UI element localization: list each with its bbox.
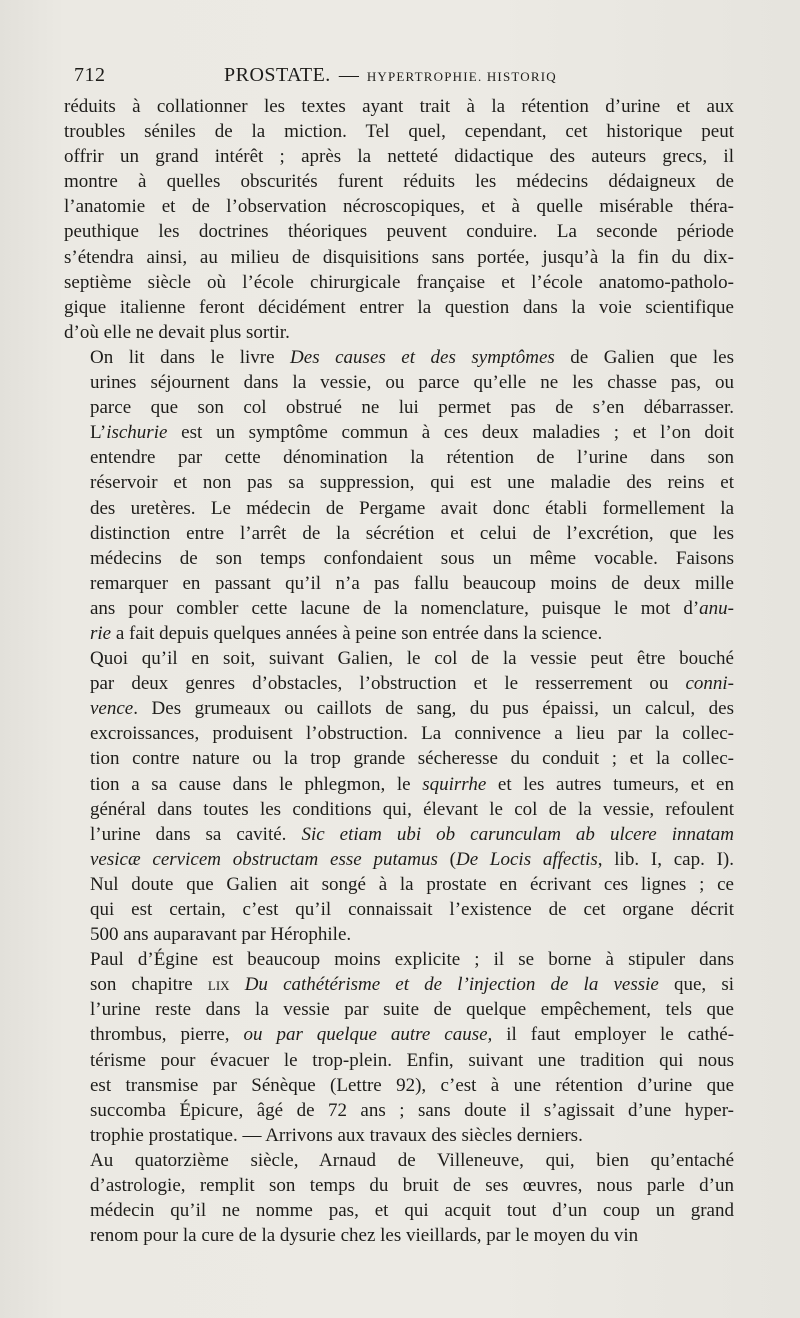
italic-text: Des causes et des symptômes xyxy=(290,346,555,368)
text-line: Au quatorzième siècle, Arnaud de Villeneuve, qui, bien qu’entaché xyxy=(90,1149,734,1171)
text-line: tion contre nature ou la trop grande sécheresse du conduit ; et la collec- xyxy=(90,748,734,770)
paragraph xyxy=(64,947,734,1148)
text-line: urines séjournent dans la vessie, ou parce qu’elle ne les chasse pas, ou xyxy=(90,372,734,394)
text-line: son chapitre lix Du cathétérisme et de l’injection de la vessie que, si xyxy=(90,974,734,996)
text-line: des uretères. Le médecin de Pergame avait donc établi formellement la xyxy=(90,497,734,519)
text-line: réservoir et non pas sa suppression, qui est une maladie des reins et xyxy=(90,472,734,494)
text-line: médecins de son temps confondaient sous un même vocable. Faisons xyxy=(90,547,734,569)
running-title xyxy=(224,60,557,92)
text-line: par deux genres d’obstacles, l’obstruction et le resserrement ou conni- xyxy=(90,673,734,695)
text-line: qui est certain, c’est qu’il connaissait l’existence de cet organe décrit xyxy=(90,899,734,920)
paragraph xyxy=(64,345,734,646)
italic-text: anu- xyxy=(699,597,734,619)
text-line: succomba Épicure, âgé de 72 ans ; sans doute il s’agissait d’une hyper- xyxy=(90,1099,734,1121)
italic-text: squirrhe xyxy=(422,773,487,795)
text-line: 500 ans auparavant par Hérophile. xyxy=(90,924,352,946)
italic-text: ischurie xyxy=(106,422,168,444)
text-line: troubles séniles de la miction. Tel quel, cependant, cet historique peut xyxy=(64,121,734,143)
italic-text: rie xyxy=(90,622,112,644)
running-title-sub: HYPERTROPHIE. HISTORIQ xyxy=(366,69,557,84)
text-line: entendre par cette dénomination la rétention de l’urine dans son xyxy=(90,447,734,469)
text-line: Quoi qu’il en soit, suivant Galien, le col de la vessie peut être bouché xyxy=(90,648,734,670)
small-caps-text: lix xyxy=(207,974,230,996)
text-line: l’urine reste dans la vessie par suite de quelque empêchement, tels que xyxy=(90,999,734,1021)
italic-text: ou par quelque autre cause, xyxy=(243,1024,493,1046)
text-line: L’ischurie est un symptôme commun à ces deux maladies ; et l’on doit xyxy=(90,422,734,444)
text-line: réduits à collationner les textes ayant trait à la rétention d’urine et aux xyxy=(64,96,734,117)
running-header xyxy=(74,60,734,90)
italic-text: Sic etiam ubi ob carunculam ab ulcere innatam xyxy=(301,823,734,845)
italic-text: conni- xyxy=(685,673,734,695)
text-line: tion a sa cause dans le phlegmon, le squirrhe et les autres tumeurs, et en xyxy=(90,773,734,795)
text-line: d’astrologie, remplit son temps du bruit de ses œuvres, nous parle d’un xyxy=(90,1175,734,1197)
text-line: excroissances, produisent l’obstruction. La connivence a lieu par la collec- xyxy=(90,723,734,745)
text-line: septième siècle où l’école chirurgicale française et l’école anatomo-patholo- xyxy=(64,271,734,293)
text-line: médecin qu’il ne nomme pas, et qui acquit tout d’un coup un grand xyxy=(90,1200,734,1222)
paragraph xyxy=(64,1148,734,1248)
running-title-main: PROSTATE. xyxy=(224,64,331,86)
text-line: gique italienne feront décidément entrer la question dans la voie scientifique xyxy=(64,296,734,318)
text-line: térisme pour évacuer le trop-plein. Enfin, suivant une tradition qui nous xyxy=(90,1049,734,1071)
text-line: remarquer en passant qu’il n’a pas fallu beaucoup moins de deux mille xyxy=(90,572,734,594)
italic-text: vesicæ cervicem obstructam esse putamus xyxy=(90,848,438,870)
text-line: Nul doute que Galien ait songé à la prostate en écrivant ces lignes ; ce xyxy=(90,873,734,895)
paragraph xyxy=(64,94,734,345)
text-line: vesicæ cervicem obstructam esse putamus (De Locis affectis, lib. I, cap. I). xyxy=(90,848,735,870)
text-line: vence. Des grumeaux ou caillots de sang, du pus épaissi, un calcul, des xyxy=(90,698,734,720)
text-line: montre à quelles obscurités furent réduits les médecins dédaigneux de xyxy=(64,171,734,193)
text-line: peuthique les doctrines théoriques peuvent conduire. La seconde période xyxy=(64,221,734,243)
text-line: thrombus, pierre, ou par quelque autre cause, il faut employer le cathé- xyxy=(90,1024,735,1046)
italic-text: Du cathétérisme et de l’injection de la vessie xyxy=(244,974,659,996)
body-text xyxy=(64,94,734,1248)
text-line: rie a fait depuis quelques années à peine son entrée dans la science. xyxy=(90,622,603,644)
text-line: Paul d’Égine est beaucoup moins explicite ; il se borne à stipuler dans xyxy=(90,949,734,971)
page-number: 712 xyxy=(74,64,106,86)
text-line: l’anatomie et de l’observation nécroscopiques, et à quelle misérable théra- xyxy=(64,196,734,218)
text-line: parce que son col obstrué ne lui permet pas de s’en débarrasser. xyxy=(90,397,734,419)
paragraph xyxy=(64,646,734,947)
text-line: général dans toutes les conditions qui, élevant le col de la vessie, refoulent xyxy=(90,798,734,820)
text-line: d’où elle ne devait plus sortir. xyxy=(64,321,290,343)
text-line: l’urine dans sa cavité. Sic etiam ubi ob carunculam ab ulcere innatam xyxy=(90,823,734,845)
text-line: trophie prostatique. — Arrivons aux travaux des siècles derniers. xyxy=(90,1124,583,1146)
italic-text: De Locis affectis xyxy=(455,848,598,870)
text-line: ans pour combler cette lacune de la nomenclature, puisque le mot d’anu- xyxy=(90,597,734,619)
text-line: offrir un grand intérêt ; après la netteté didactique des auteurs grecs, il xyxy=(64,146,734,168)
text-line: distinction entre l’arrêt de la sécrétion et celui de l’excrétion, que les xyxy=(90,522,734,544)
italic-text: vence xyxy=(90,698,134,720)
text-line: renom pour la cure de la dysurie chez les vieillards, par le moyen du vin xyxy=(90,1225,639,1247)
text-line: s’étendra ainsi, au milieu de disquisitions sans portée, jusqu’à la fin du dix- xyxy=(64,246,734,268)
text-line: est transmise par Sénèque (Lettre 92), c’est à une rétention d’urine que xyxy=(90,1074,734,1096)
text-line: On lit dans le livre Des causes et des symptômes de Galien que les xyxy=(90,346,734,368)
running-title-separator: — xyxy=(338,64,359,86)
